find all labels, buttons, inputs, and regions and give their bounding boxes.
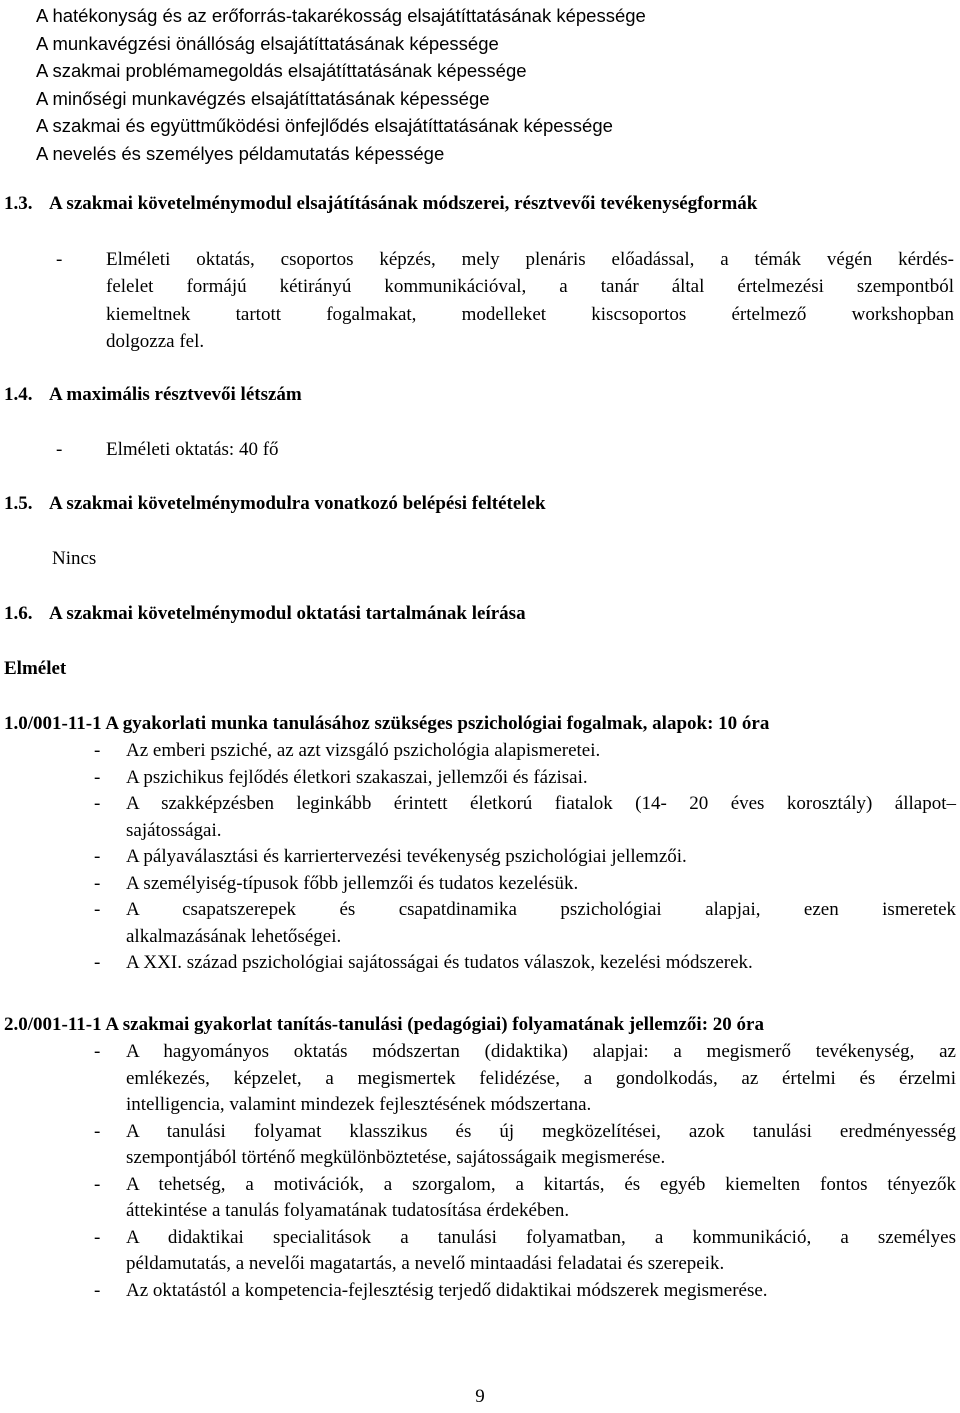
topic-item <box>94 897 956 950</box>
competency-list <box>36 2 646 167</box>
competency-item: A nevelés és személyes példamutatás képessége <box>36 142 445 164</box>
section-number: 1.3. <box>4 193 33 214</box>
bullet-dash: - <box>94 740 101 761</box>
bullet-dash: - <box>94 1173 101 1195</box>
text-line: A csapatszerepek és csapatdinamika pszichológiai alapjai, ezen ismeretek <box>126 899 956 920</box>
text-line: A szakképzésben leginkább érintett életkorú fiatalok (14- 20 éves korosztály) állapot– <box>126 793 956 814</box>
topic-item <box>94 1039 956 1119</box>
bullet-dash: - <box>94 846 101 867</box>
topic-item <box>94 738 956 765</box>
text-line: alkalmazásának lehetőségei. <box>126 925 342 947</box>
section-title: A szakmai követelménymodul elsajátításának módszerei, résztvevői tevékenységformák <box>49 193 758 214</box>
competency-item: A minőségi munkavégzés elsajátíttatásának képessége <box>36 87 490 109</box>
text-line: szempontjából történő megkülönböztetése, sajátosságaik megismerése. <box>126 1147 666 1168</box>
text-line: A személyiség-típusok főbb jellemzői és tudatos kezelésük. <box>126 872 579 894</box>
text-line: sajátosságai. <box>126 819 222 841</box>
topic-item <box>94 1278 956 1305</box>
text-line: A pszichikus fejlődés életkori szakaszai, jellemzői és fázisai. <box>126 766 588 788</box>
text-line: A tehetség, a motivációk, a szorgalom, a kitartás, és egyéb kiemelten fontos tényezők <box>126 1173 956 1195</box>
text-line: dolgozza fel. <box>106 330 205 352</box>
bullet-dash: - <box>94 952 101 973</box>
text-line: Az emberi psziché, az azt vizsgáló pszichológia alapismeretei. <box>126 740 601 761</box>
topic-item <box>94 791 956 844</box>
topic-item <box>94 950 956 977</box>
bullet-dash: - <box>94 1120 101 1142</box>
bullet-dash: - <box>94 872 101 894</box>
module-title-2: 2.0/001-11-1 A szakmai gyakorlat tanítás-tanulási (pedagógiai) folyamatának jellemzői: 20 óra <box>4 1014 764 1035</box>
section-number: 1.6. <box>4 603 33 624</box>
text-line: A didaktikai specialitások a tanulási folyamatban, a kommunikáció, a személyes <box>126 1226 956 1248</box>
bullet-dash: - <box>94 793 101 814</box>
section-heading-1-6 <box>4 603 526 625</box>
section-title: A maximális résztvevői létszám <box>49 384 302 405</box>
topic-item <box>94 765 956 792</box>
text-line: felelet formájú kétirányú kommunikációval, a tanár által értelmezési szempontból <box>106 276 954 298</box>
text-line: A tanulási folyamat klasszikus és új megközelítései, azok tanulási eredményesség <box>126 1120 956 1142</box>
section-number: 1.4. <box>4 384 33 405</box>
competency-item: A hatékonyság és az erőforrás-takarékosság elsajátíttatásának képessége <box>36 5 646 26</box>
topic-item <box>94 871 956 898</box>
section-heading-1-5 <box>4 493 546 515</box>
topic-item <box>94 1225 956 1278</box>
module-1-topic-list <box>94 738 956 977</box>
section-heading-1-3 <box>4 193 757 215</box>
participant-limit <box>56 439 279 461</box>
text-line: példamutatás, a nevelői magatartás, a nevelő mintaadási feladatai és szerepeik. <box>126 1253 725 1274</box>
bullet-dash: - <box>94 899 101 920</box>
text-line: Az oktatástól a kompetencia-fejlesztésig terjedő didaktikai módszerek megismerése. <box>126 1279 768 1301</box>
module-2-topic-list <box>94 1039 956 1304</box>
text-line: Elméleti oktatás, csoportos képzés, mely plenáris előadással, a témák végén kérdés- <box>106 249 954 270</box>
text-line: A hagyományos oktatás módszertan (didaktika) alapjai: a megismerő tevékenység, az <box>126 1041 956 1062</box>
topic-item <box>94 844 956 871</box>
competency-item: A munkavégzési önállóság elsajátíttatásának képessége <box>36 32 499 54</box>
theory-heading: Elmélet <box>4 658 67 679</box>
section-title: A szakmai követelménymodul oktatási tartalmának leírása <box>49 603 526 624</box>
section-heading-1-4 <box>4 384 302 406</box>
module-title-1: 1.0/001-11-1 A gyakorlati munka tanulásához szükséges pszichológiai fogalmak, alapok: 10 óra <box>4 713 770 734</box>
bullet-dash: - <box>94 1226 101 1248</box>
competency-item: A szakmai és együttműködési önfejlődés elsajátíttatásának képessége <box>36 115 613 136</box>
bullet-dash: - <box>94 1279 101 1301</box>
participant-limit-text: Elméleti oktatás: 40 fő <box>106 439 279 460</box>
topic-item <box>94 1119 956 1172</box>
page-number: 9 <box>475 1386 485 1407</box>
text-line: intelligencia, valamint mindezek fejlesztésének módszertana. <box>126 1094 592 1115</box>
topic-item <box>94 1172 956 1225</box>
section-number: 1.5. <box>4 493 33 514</box>
method-bullet <box>56 246 954 355</box>
text-line: kiemeltnek tartott fogalmakat, modelleket kiscsoportos értelmező workshopban <box>106 303 954 325</box>
text-line: emlékezés, képzelet, a megismertek felidézése, a gondolkodás, az értelmi és érzelmi <box>126 1067 956 1089</box>
bullet-dash: - <box>56 249 63 270</box>
bullet-dash: - <box>94 766 101 788</box>
entry-requirements-value: Nincs <box>52 548 97 569</box>
text-line: A pályaválasztási és karriertervezési tevékenység pszichológiai jellemzői. <box>126 846 687 867</box>
bullet-dash: - <box>56 439 63 460</box>
bullet-dash: - <box>94 1041 101 1062</box>
competency-item: A szakmai problémamegoldás elsajátíttatásának képessége <box>36 60 527 81</box>
section-title: A szakmai követelménymodulra vonatkozó belépési feltételek <box>49 493 546 514</box>
text-line: áttekintése a tanulás folyamatának tudatosítása érdekében. <box>126 1200 570 1221</box>
text-line: A XXI. század pszichológiai sajátosságai és tudatos válaszok, kezelési módszerek. <box>126 952 753 973</box>
